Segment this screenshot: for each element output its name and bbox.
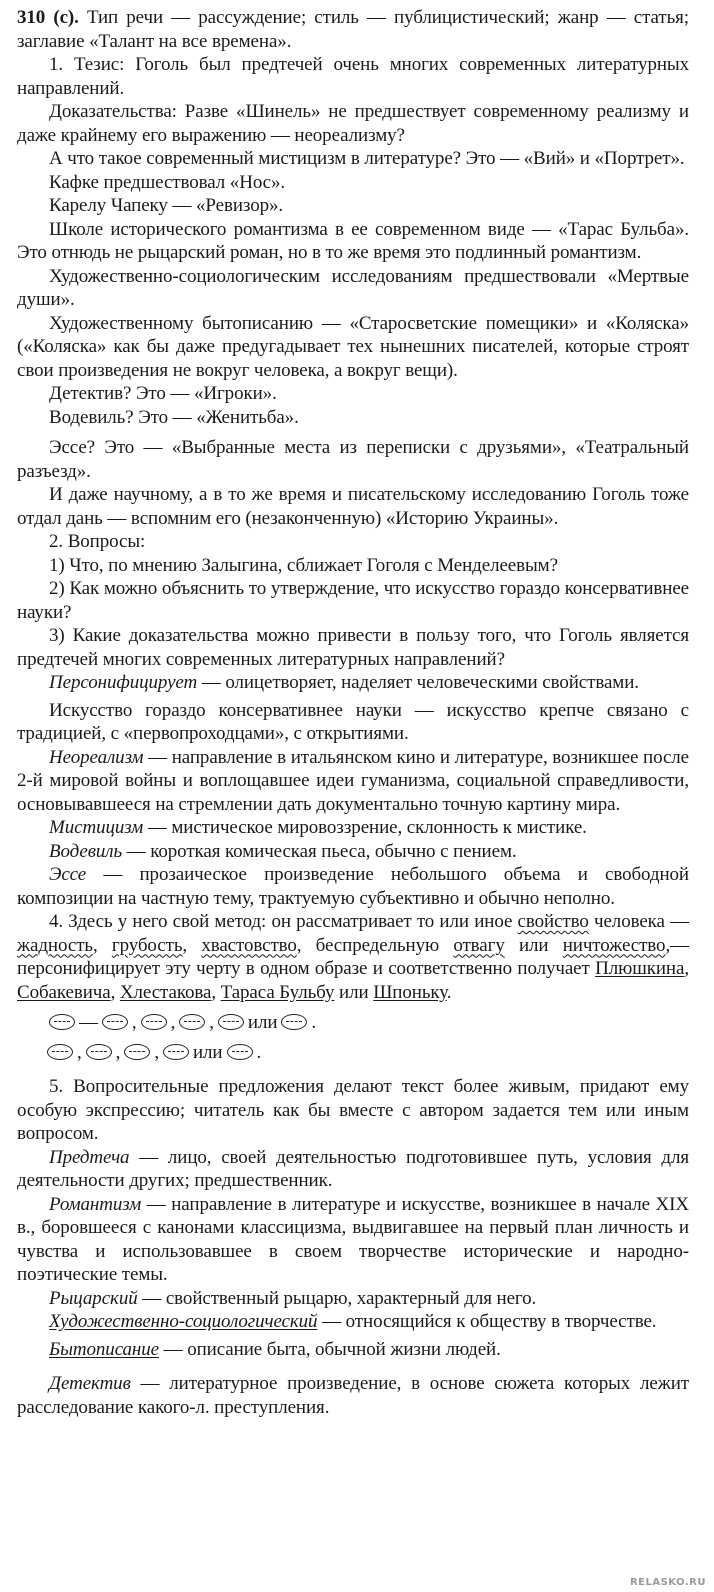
homogeneous-member-oval-icon	[227, 1044, 253, 1060]
homogeneous-member-oval-icon	[102, 1014, 128, 1030]
proof-paragraph: Художественно-социологическим исследованиям предшествовали «Мертвые души».	[17, 265, 689, 310]
definition-forerunner	[17, 1146, 689, 1193]
definition-personify	[17, 671, 689, 695]
underlined-word: Хлестакова	[119, 981, 212, 1003]
question-item: 2) Как можно объяснить то утверждение, что искусство гораздо консервативнее науки?	[17, 578, 689, 623]
definition-romanticism	[17, 1193, 689, 1287]
homogeneous-member-oval-icon	[218, 1014, 244, 1030]
scheme-comma: ,	[77, 1041, 82, 1063]
definition-vaudeville	[17, 840, 689, 864]
definition-everyday-writing	[17, 1338, 689, 1362]
question-item: 3) Какие доказательства можно привести в пользу того, что Гоголь является предтечей многих современных литературных направлений?	[17, 625, 689, 670]
text-run: 4. Здесь у него свой метод: он рассматривает то или иное	[49, 911, 518, 932]
text-run: или	[334, 981, 374, 1003]
proof-paragraph: Водевиль? Это — «Женитьба».	[49, 406, 299, 428]
definition-detective	[17, 1372, 689, 1419]
underlined-word: ничтожество	[562, 934, 666, 956]
definition: — относящийся к обществу в творчестве.	[317, 1311, 657, 1332]
underlined-word: Собакевича	[17, 981, 111, 1003]
definition: — описание быта, обычной жизни людей.	[159, 1338, 501, 1360]
scheme-dash: —	[79, 1011, 98, 1033]
definition-neorealism	[17, 746, 689, 817]
term: Предтеча	[49, 1146, 130, 1168]
task-header-text: Тип речи — рассуждение; стиль — публицистический; жанр — статья; заглавие «Талант на все времена».	[17, 7, 689, 52]
scheme-comma: ,	[131, 1011, 137, 1033]
task-number: 310 (с).	[17, 7, 79, 28]
text-run: , беспредельную	[296, 934, 454, 956]
homogeneous-member-oval-icon	[49, 1014, 75, 1030]
text-run: или	[504, 934, 563, 956]
document-page	[17, 6, 689, 1419]
sentence-scheme-1	[17, 1004, 689, 1034]
definition-essay	[17, 863, 689, 910]
definition: — направление в литературе и искусстве, возникшее в начале XIX в., боровшееся с канонами классицизма, выдвигавшее на первый план личность и чувства и использовавшее в своем творчестве исторические и народно-поэтические темы.	[17, 1193, 689, 1285]
term: Эссе	[49, 864, 87, 885]
underlined-word: Тараса Бульбу	[220, 981, 335, 1003]
definition: — литературное произведение, в основе сюжета которых лежит расследование какого-л. преступления.	[17, 1373, 689, 1418]
definition: — свойственный рыцарю, характерный для него.	[137, 1287, 537, 1309]
term: Рыцарский	[49, 1287, 138, 1309]
sentence-scheme-2	[17, 1034, 689, 1064]
definition: — короткая комическая пьеса, обычно с пением.	[122, 840, 517, 862]
underlined-word: Плюшкина	[595, 958, 685, 979]
proof-paragraph: Художественному бытописанию — «Старосветские помещики» и «Коляска» («Коляска» как бы даже предугадывает тех нынешних писателей, которые строят свои произведения не вокруг человека, а вокруг вещи).	[17, 312, 689, 381]
definition: — лицо, своей деятельностью подготовившее путь, условия для деятельности других; предшественник.	[17, 1146, 689, 1191]
term: Водевиль	[49, 840, 123, 862]
definition-art-sociological	[17, 1310, 689, 1334]
homogeneous-member-oval-icon	[47, 1044, 73, 1060]
question-item: 1) Что, по мнению Залыгина, сближает Гоголя с Менделеевым?	[49, 554, 558, 576]
task-header	[17, 6, 689, 53]
definition: — олицетворяет, наделяет человеческими свойствами.	[197, 672, 639, 693]
definition-knightly	[17, 1287, 689, 1311]
term: Бытописание	[49, 1338, 159, 1360]
text-run: .	[446, 981, 452, 1003]
scheme-comma: ,	[154, 1041, 159, 1063]
definition-mysticism	[17, 816, 689, 840]
underlined-word: отвагу	[453, 934, 505, 956]
scheme-period: .	[311, 1011, 317, 1033]
section-5-paragraph: 5. Вопросительные предложения делают текст более живым, придают ему особую экспрессию; читатель как бы вместе с автором задается тем или иным вопросом.	[17, 1076, 689, 1144]
definition: — мистическое мировоззрение, склонность к мистике.	[143, 817, 587, 838]
underlined-word: свойство	[517, 911, 589, 932]
homogeneous-member-oval-icon	[124, 1044, 150, 1060]
thesis: 1. Тезис: Гоголь был предтечей очень многих современных литературных направлений.	[17, 54, 689, 99]
scheme-period: .	[256, 1041, 262, 1063]
art-explanation: Искусство гораздо консервативнее науки — искусство крепче связано с традицией, с «первопроходцами», с открытиями.	[17, 699, 689, 744]
questions-heading: 2. Вопросы:	[49, 531, 146, 552]
scheme-or: или	[247, 1011, 278, 1033]
scheme-comma: ,	[209, 1011, 214, 1033]
proof-paragraph: Доказательства: Разве «Шинель» не предшествует современному реализму и даже крайнему его выражению — неореализму?	[17, 101, 689, 146]
term: Персонифицирует	[49, 672, 198, 693]
definition: — прозаическое произведение небольшого объема и свободной композиции на частную тему, трактуемую субъективно и обычно неполно.	[17, 864, 689, 909]
scheme-comma: ,	[115, 1041, 121, 1063]
term: Неореализм	[49, 746, 144, 768]
proof-paragraph: Детектив? Это — «Игроки».	[49, 383, 277, 404]
homogeneous-member-oval-icon	[141, 1014, 167, 1030]
site-watermark: RELASKO.RU	[629, 1577, 706, 1588]
proof-paragraph: А что такое современный мистицизм в литературе? Это — «Вий» и «Портрет».	[49, 148, 685, 169]
proof-paragraph: Карелу Чапеку — «Ревизор».	[49, 195, 284, 216]
underlined-word: жадность	[17, 934, 93, 956]
proof-paragraph: Школе исторического романтизма в ее современном виде — «Тарас Бульба». Это отнюдь не рыцарский роман, но в то же время это подлинный романтизм.	[17, 218, 689, 263]
underlined-word: грубость	[111, 934, 183, 956]
homogeneous-member-oval-icon	[86, 1044, 112, 1060]
scheme-or: или	[192, 1041, 223, 1063]
underlined-word: хвастовство	[201, 934, 297, 956]
term: Романтизм	[49, 1193, 142, 1215]
definition: — направление в итальянском кино и литературе, возникшее после 2-й мировой войны и воплощавшее идеи гуманизма, социальной справедливости, основывавшееся на стремлении дать документально точную картину мира.	[17, 746, 689, 815]
proof-paragraph: Эссе? Это — «Выбранные места из переписки с друзьями», «Театральный разъезд».	[17, 437, 689, 482]
proof-paragraph: И даже научному, а в то же время и писательскому исследованию Гоголь тоже отдал дань — вспомним его (незаконченную) «Историю Украины».	[17, 484, 689, 529]
homogeneous-member-oval-icon	[281, 1014, 307, 1030]
underlined-word: Шпоньку	[373, 981, 447, 1003]
proof-paragraph: Кафке предшествовал «Нос».	[49, 171, 286, 193]
homogeneous-member-oval-icon	[179, 1014, 205, 1030]
term: Художественно-социологический	[49, 1311, 318, 1332]
term: Детектив	[49, 1373, 131, 1394]
homogeneous-member-oval-icon	[163, 1044, 189, 1060]
text-run: человека —	[588, 911, 689, 932]
section-4-paragraph: 4. Здесь у него свой метод: он рассматривает то или иное свойство человека — жадность, грубость, хвастовство, беспредельную отвагу или ничтожество,— персонифицирует эту черту в одном образе и соответственно получает Плюшкина, Собакевича, Хлестакова, Тараса Бульбу или Шпоньку.	[17, 911, 689, 1003]
scheme-comma: ,	[170, 1011, 176, 1033]
term: Мистицизм	[49, 817, 144, 838]
text-run: ,— персонифицирует эту черту в одном образе и соответственно получает	[17, 934, 689, 979]
